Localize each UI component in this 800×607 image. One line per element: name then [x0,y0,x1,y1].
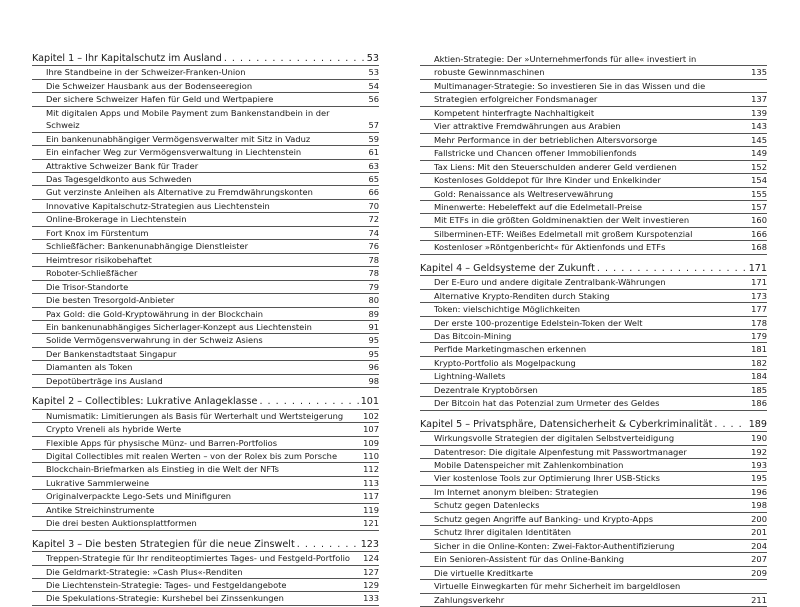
toc-entry-title: Digital Collectibles mit realen Werten – von der Rolex bis zum Porsche [46,451,338,462]
toc-entry-page-number: 137 [751,94,767,105]
toc-entry[interactable] [420,459,767,472]
toc-entry-title: robuste Gewinnmaschinen [434,67,545,78]
toc-entry-page-number: 59 [368,133,379,144]
toc-entry-page-number: 57 [368,120,379,131]
toc-entry-title: Lukrative Sammlerweine [46,477,150,488]
toc-entry-page-number: 152 [751,161,767,172]
toc-entry-page-number: 185 [751,384,767,395]
toc-entry-title: Pax Gold: die Gold-Kryptowährung in der Blockchain [46,308,264,319]
toc-entry-page-number: 95 [368,335,379,346]
toc-entry[interactable] [420,446,767,459]
toc-entry-title: Alternative Krypto-Renditen durch Staking [434,290,610,301]
toc-entry[interactable] [420,134,767,147]
toc-entry-title: Sicher in die Online-Konten: Zwei-Faktor-Authentifizierung [434,540,675,551]
toc-entry-title: Ein bankenunabhängiges Sicherlager-Konzept aus Liechtenstein [46,322,312,332]
toc-entry-title: Blockchain-Briefmarken als Einstieg in die Welt der NFTs [46,464,279,475]
toc-entry-title: Datentresor: Die digitale Alpenfestung mit Passwortmanager [434,446,687,457]
toc-entry-page-number: 171 [751,277,767,288]
toc-entry-page-number: 200 [751,513,767,524]
toc-entry[interactable] [420,472,767,485]
toc-entry-title: Silberminen-ETF: Weißes Edelmetall mit großem Kurspotenzial [434,228,693,239]
toc-entry[interactable] [420,120,767,133]
toc-entry[interactable] [420,513,767,526]
toc-entry[interactable] [420,214,767,227]
toc-entry-page-number: 145 [751,134,767,145]
toc-entry-title: Vier attraktive Fremdwährungen aus Arabien [434,121,621,132]
toc-entry-title: Gold: Renaissance als Weltreservewährung [434,188,614,199]
toc-entry[interactable] [32,294,379,307]
toc-entry-title: Multimanager-Strategie: So investieren Sie in das Wissen und die [434,80,706,91]
toc-entry-page-number: 78 [368,254,379,265]
toc-entry-title: Numismatik: Limitierungen als Basis für Werterhalt und Wertsteigerung [46,410,344,421]
toc-entry-page-number: 53 [368,67,379,78]
toc-entry-page-number: 157 [751,201,767,212]
toc-entry-page-number: 168 [751,242,767,253]
toc-entry[interactable] [32,423,379,436]
toc-entry-title: Fallstricke und Chancen offener Immobilienfonds [434,148,637,159]
toc-entry[interactable] [420,540,767,553]
chapter-page-number: 189 [748,418,767,430]
toc-entry-page-number: 70 [368,200,379,211]
toc-entry[interactable] [32,93,379,106]
toc-entry[interactable] [420,201,767,214]
dot-leader [259,396,358,408]
chapter-title: Kapitel 3 – Die besten Strategien für die neue Zinswelt [32,538,295,550]
toc-entry-page-number: 204 [751,540,767,551]
toc-entry-page-number: 207 [751,554,767,565]
toc-entry-page-number: 198 [751,500,767,511]
toc-entry-title: Krypto-Portfolio als Mogelpackung [434,357,576,368]
toc-entry[interactable] [32,133,379,146]
toc-entry[interactable] [32,490,379,503]
toc-entry[interactable] [32,200,379,213]
dot-leader [224,53,365,65]
toc-entry[interactable] [32,254,379,267]
toc-entry-page-number: 182 [751,357,767,368]
toc-entry[interactable] [420,330,767,343]
chapter-heading[interactable] [420,263,767,275]
chapter-title: Kapitel 1 – Ihr Kapitalschutz im Ausland [32,53,222,64]
section-gap [420,411,767,419]
toc-entry-title: Fort Knox im Fürstentum [46,227,149,238]
toc-entry-title: Kostenloser »Röntgenbericht« für Aktienfonds und ETFs [434,242,666,253]
chapter-page-number: 101 [360,396,379,408]
toc-entry-title: Der Bitcoin hat das Potenzial zum Urmeter des Geldes [434,398,660,409]
toc-entry-title: Kostenloses Golddepot für Ihre Kinder und Enkelkinder [434,175,661,186]
toc-entry-page-number: 117 [363,491,379,502]
toc-entry-title: Schutz Ihrer digitalen Identitäten [434,527,572,538]
toc-entry-page-number: 65 [368,174,379,185]
toc-left-column [32,53,379,606]
toc-entry-title: Ihre Standbeine in der Schweizer-Franken-Union [46,67,246,78]
toc-entry-page-number: 66 [368,187,379,198]
chapter-heading[interactable] [32,53,379,65]
toc-entry-title: Antike Streichinstrumente [46,504,155,515]
toc-entry-page-number: 56 [368,94,379,105]
toc-entry-page-number: 190 [751,433,767,444]
toc-entry[interactable] [420,241,767,254]
toc-entry[interactable] [32,450,379,463]
toc-entry-page-number: 160 [751,215,767,226]
toc-entry[interactable] [32,437,379,450]
toc-entry[interactable] [32,361,379,374]
toc-entry[interactable] [420,188,767,201]
toc-entry-page-number: 133 [363,593,379,604]
toc-entry[interactable] [420,93,767,106]
toc-entry-title: Schutz gegen Angriffe auf Banking- und Krypto-Apps [434,513,654,524]
toc-entry-page-number: 181 [751,344,767,355]
toc-entry-title: Schutz gegen Datenlecks [434,500,540,511]
toc-entry[interactable] [32,348,379,361]
toc-entry-page-number: 195 [751,473,767,484]
toc-entry[interactable] [32,566,379,579]
toc-entry-title: Das Tagesgeldkonto aus Schweden [46,174,192,185]
toc-entry-page-number: 124 [363,553,379,564]
toc-entry-page-number: 79 [368,281,379,292]
toc-entry-title: Die besten Tresorgold-Anbieter [46,295,175,306]
toc-entry-continued[interactable] [420,80,767,93]
toc-entry[interactable] [32,410,379,423]
toc-entry[interactable] [420,290,767,303]
toc-entry-title: Wirkungsvolle Strategien der digitalen Selbstverteidigung [434,433,675,444]
toc-entry-continued[interactable] [420,580,767,593]
dot-leader [714,419,746,431]
toc-entry[interactable] [32,160,379,173]
toc-entry-title: Die Spekulations-Strategie: Kurshebel bei Zinssenkungen [46,593,284,604]
toc-entry-page-number: 110 [363,451,379,462]
toc-entry-title: Depotüberträge ins Ausland [46,375,163,386]
toc-entry-page-number: 139 [751,107,767,118]
toc-entry-title: Perfide Marketingmaschen erkennen [434,344,587,355]
toc-entry-title: Schließfächer: Bankenunabhängige Dienstleister [46,241,249,252]
toc-entry-title: Originalverpackte Lego-Sets und Minifiguren [46,491,232,502]
chapter-page-number: 171 [748,262,767,274]
toc-entry-title: Der sichere Schweizer Hafen für Geld und Wertpapiere [46,94,274,105]
toc-entry-page-number: 166 [751,228,767,239]
toc-entry-page-number: 201 [751,527,767,538]
toc-entry[interactable] [32,463,379,476]
toc-entry[interactable] [420,526,767,539]
chapter-title: Kapitel 5 – Privatsphäre, Datensicherheit & Cyberkriminalität [420,418,713,430]
toc-entry[interactable] [32,267,379,280]
toc-entry[interactable] [32,517,379,530]
toc-entry[interactable] [32,240,379,253]
toc-entry-title: Innovative Kapitalschutz-Strategien aus Liechtenstein [46,200,270,211]
toc-entry-title: Mit ETFs in die größten Goldminenaktien der Welt investieren [434,215,690,226]
toc-entry-title: Ein Senioren-Assistent für das Online-Banking [434,554,624,565]
toc-entry[interactable] [420,397,767,410]
toc-entry-page-number: 98 [368,375,379,386]
toc-entry[interactable] [32,173,379,186]
toc-entry-page-number: 91 [368,322,379,332]
toc-entry-title: Zahlungsverkehr [434,594,505,605]
toc-entry[interactable] [32,579,379,592]
toc-entry[interactable] [32,592,379,605]
toc-entry[interactable] [420,343,767,356]
toc-entry[interactable] [420,66,767,79]
toc-entry-page-number: 178 [751,317,767,328]
toc-entry-title: Online-Brokerage in Liechtenstein [46,214,187,225]
toc-entry-page-number: 113 [363,477,379,488]
toc-entry-title: Mehr Performance in der betrieblichen Altersvorsorge [434,134,658,145]
toc-entry[interactable] [420,486,767,499]
toc-entry-title: Die Geldmarkt-Strategie: »Cash Plus«-Renditen [46,566,243,577]
toc-entry-title: Token: vielschichtige Möglichkeiten [434,304,580,315]
toc-entry-page-number: 74 [368,227,379,238]
toc-entry-page-number: 184 [751,371,767,382]
toc-entry-page-number: 80 [368,295,379,306]
toc-entry[interactable] [420,384,767,397]
toc-entry-title: Treppen-Strategie für Ihr renditeoptimiertes Tages- und Festgeld-Portfolio [46,553,350,564]
toc-entry-title: Die Schweizer Hausbank aus der Bodenseeregion [46,80,253,91]
toc-entry-title: Tax Liens: Mit den Steuerschulden anderer Geld verdienen [434,161,677,172]
toc-entry[interactable] [32,375,379,388]
toc-entry[interactable] [32,552,379,565]
toc-entry[interactable] [420,161,767,174]
chapter-heading[interactable] [420,419,767,431]
toc-entry[interactable] [420,432,767,445]
toc-entry-title: Das Bitcoin-Mining [434,331,512,341]
toc-entry-page-number: 112 [363,464,379,475]
toc-entry-page-number: 149 [751,148,767,159]
toc-entry-page-number: 107 [363,424,379,435]
section-gap [32,388,379,396]
toc-entry-title: Diamanten als Token [46,362,133,373]
toc-entry[interactable] [32,308,379,321]
toc-entry-title: Vier kostenlose Tools zur Optimierung Ihrer USB-Sticks [434,473,660,484]
toc-entry-page-number: 155 [751,188,767,199]
toc-entry-title: Lightning-Wallets [434,371,506,382]
toc-entry-title: Attraktive Schweizer Bank für Trader [46,160,199,171]
toc-entry-page-number: 196 [751,486,767,497]
toc-entry-title: Minenwerte: Hebeleffekt auf die Edelmetall-Preise [434,201,643,212]
toc-entry-page-number: 211 [751,594,767,605]
toc-entry-page-number: 143 [751,121,767,132]
toc-entry[interactable] [420,303,767,316]
toc-entry-page-number: 135 [751,67,767,78]
toc-entry[interactable] [32,80,379,93]
toc-entry-title: Der E-Euro und andere digitale Zentralbank-Währungen [434,277,666,288]
toc-entry[interactable] [420,357,767,370]
toc-entry[interactable] [420,499,767,512]
toc-entry-page-number: 109 [363,437,379,448]
toc-entry-page-number: 192 [751,446,767,457]
chapter-heading[interactable] [32,539,379,551]
toc-entry-title: Virtuelle Einwegkarten für mehr Sicherheit im bargeldlosen [434,581,681,592]
toc-entry-page-number: 89 [368,308,379,319]
toc-entry[interactable] [32,186,379,199]
toc-entry[interactable] [32,213,379,226]
chapter-page-number: 53 [366,53,379,64]
toc-entry-title: Ein einfacher Weg zur Vermögensverwaltung in Liechtenstein [46,147,302,158]
toc-entry-title: Der Bankenstadtstaat Singapur [46,348,177,359]
toc-entry[interactable] [32,477,379,490]
toc-entry[interactable] [32,227,379,240]
toc-entry-page-number: 209 [751,567,767,578]
toc-entry-title: Ein bankenunabhängiger Vermögensverwalter mit Sitz in Vaduz [46,133,311,144]
toc-entry-title: Gut verzinste Anleihen als Alternative zu Fremdwährungskonten [46,187,313,198]
toc-entry-page-number: 102 [363,410,379,421]
toc-entry-title: Flexible Apps für physische Münz- und Barren-Portfolios [46,437,278,448]
toc-entry-title: Die Trisor-Standorte [46,281,129,292]
dot-leader [597,263,747,275]
toc-entry-page-number: 119 [363,504,379,515]
toc-entry[interactable] [32,321,379,334]
toc-entry-page-number: 76 [368,241,379,252]
toc-entry-page-number: 61 [368,147,379,158]
chapter-title: Kapitel 4 – Geldsysteme der Zukunft [420,262,595,274]
toc-entry-page-number: 129 [363,580,379,591]
toc-entry-title: Der erste 100-prozentige Edelstein-Token der Welt [434,317,643,328]
toc-entry-title: Aktien-Strategie: Der »Unternehmerfonds für alle« investiert in [434,54,697,64]
toc-entry[interactable] [420,276,767,289]
toc-entry[interactable] [32,504,379,517]
chapter-heading[interactable] [32,396,379,408]
toc-entry[interactable] [420,594,767,607]
toc-entry[interactable] [420,147,767,160]
toc-entry-page-number: 63 [368,160,379,171]
toc-entry-page-number: 193 [751,460,767,471]
toc-entry[interactable] [420,567,767,580]
toc-entry-title: Im Internet anonym bleiben: Strategien [434,486,599,497]
toc-entry-title: Die Liechtenstein-Strategie: Tages- und Festgeldangebote [46,580,287,591]
toc-entry-page-number: 78 [368,268,379,279]
toc-entry-title: Kompetent hinterfragte Nachhaltigkeit [434,107,595,118]
toc-entry[interactable] [420,228,767,241]
section-gap [32,531,379,539]
toc-entry-title: Solide Vermögensverwahrung in der Schweiz Asiens [46,335,263,346]
toc-entry-title: Roboter-Schließfächer [46,268,138,279]
toc-entry-page-number: 121 [363,518,379,529]
toc-entry-title: Dezentrale Kryptobörsen [434,384,538,395]
toc-entry[interactable] [32,334,379,347]
chapter-title: Kapitel 2 – Collectibles: Lukrative Anlageklasse [32,396,258,408]
section-gap [420,255,767,263]
toc-entry[interactable] [420,317,767,330]
toc-entry-title: Heimtresor risikobehaftet [46,254,152,265]
toc-entry-page-number: 177 [751,304,767,315]
toc-entry-title: Crypto Vreneli als hybride Werte [46,424,182,435]
toc-entry[interactable] [32,281,379,294]
toc-entry[interactable] [420,174,767,187]
toc-entry[interactable] [32,146,379,159]
toc-entry-page-number: 54 [368,80,379,91]
toc-entry[interactable] [420,553,767,566]
toc-entry-page-number: 179 [751,331,767,341]
toc-entry-title: Mit digitalen Apps und Mobile Payment zum Bankenstandbein in der Schweiz [46,107,330,131]
toc-entry-page-number: 95 [368,348,379,359]
toc-entry-page-number: 173 [751,290,767,301]
toc-right-column [420,53,767,607]
toc-entry[interactable] [420,370,767,383]
toc-entry-page-number: 186 [751,398,767,409]
toc-entry-title: Mobile Datenspeicher mit Zahlenkombination [434,460,624,471]
toc-entry-title: Die drei besten Auktionsplattformen [46,518,197,529]
toc-entry-page-number: 127 [363,566,379,577]
toc-entry[interactable] [32,107,379,133]
toc-entry-title: Die virtuelle Kreditkarte [434,567,534,578]
toc-entry-page-number: 154 [751,175,767,186]
chapter-page-number: 123 [360,538,379,550]
toc-entry-continued[interactable] [420,53,767,66]
toc-entry-page-number: 72 [368,214,379,225]
toc-entry[interactable] [32,66,379,79]
toc-entry-page-number: 96 [368,362,379,373]
toc-entry-title: Strategien erfolgreicher Fondsmanager [434,94,598,105]
toc-entry[interactable] [420,107,767,120]
dot-leader [297,539,359,551]
